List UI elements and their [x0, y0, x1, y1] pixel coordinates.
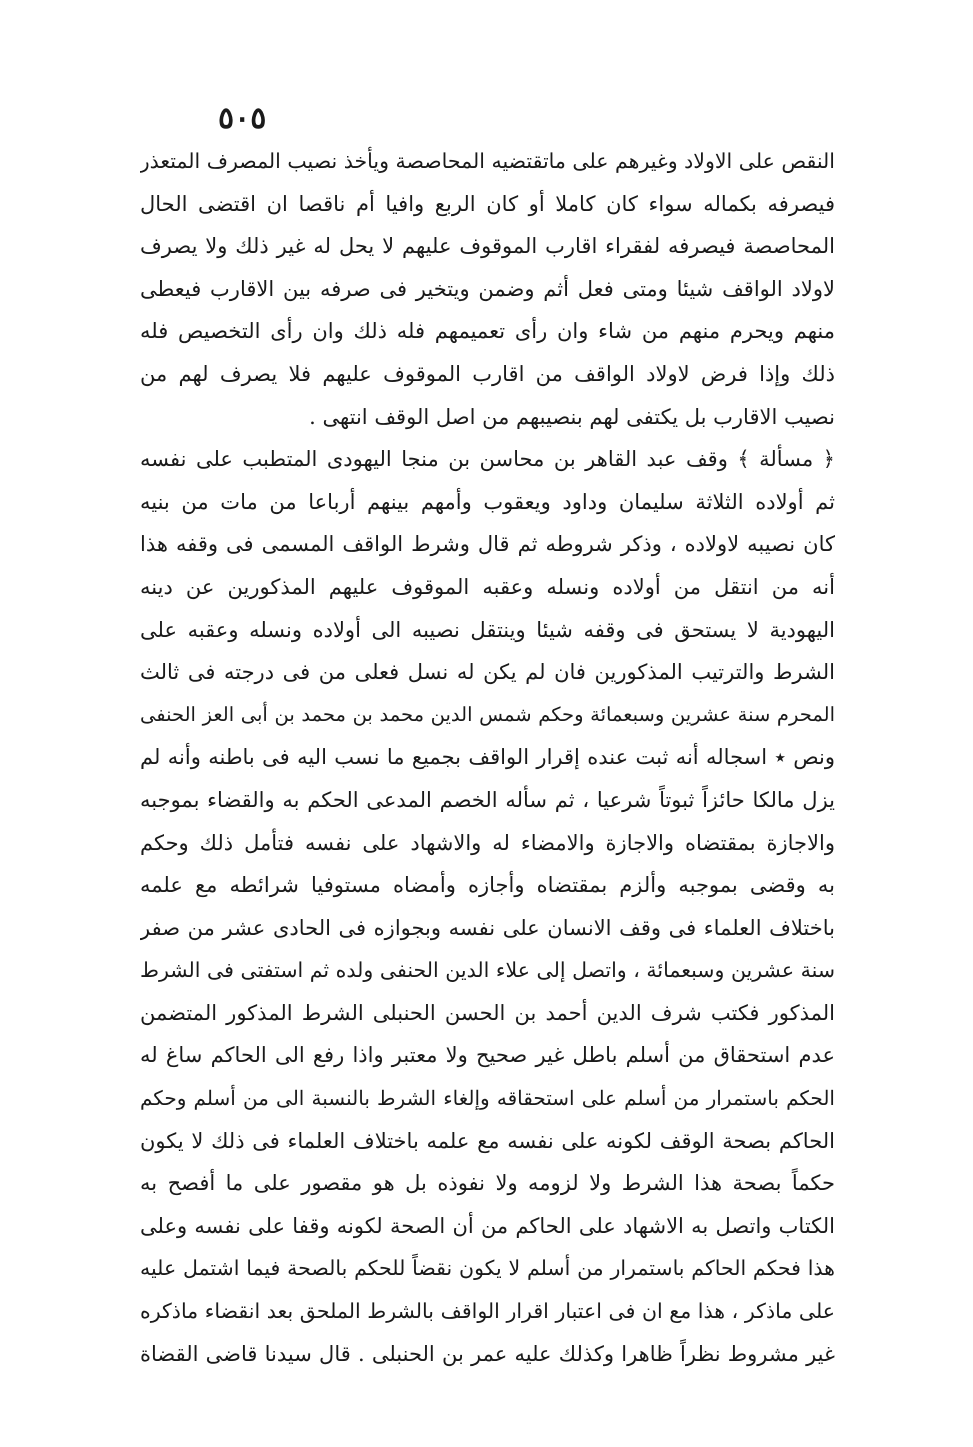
text-line: عدم استحقاق من أسلم باطل غير صحيح ولا معتبر واذا رفع الى الحاكم ساغ له — [140, 1043, 835, 1068]
text-line: يزل مالكا حائزاً ثبوتاً شرعيا ، ثم سأله الخصم المدعى الحكم به والقضاء بموجبه — [140, 787, 835, 812]
body-text — [140, 140, 835, 1375]
text-line: لاولاد الواقف شيئا ومتى فعل أثم وضمن ويتخير فى صرفه بين الاقارب فيعطى — [140, 276, 835, 301]
text-line: الشرط والترتيب المذكورين فان لم يكن له نسل فعلى من فى درجته فى ثالث — [140, 660, 835, 685]
text-line: سنة عشرين وسبعمائة ، واتصل إلى علاء الدين الحنفى ولده ثم استفتى فى الشرط — [140, 958, 835, 983]
text-line: باختلاف العلماء فى وقف الانسان على نفسه وبجوازه فى الحادى عشر من صفر — [140, 915, 835, 940]
text-line: والاجازة بمقتضاه والاجازة والامضاء له والاشهاد على نفسه فتأمل ذلك وحكم — [140, 830, 835, 855]
text-line: ذلك وإذا فرض لاولاد الواقف من اقارب الموقوف عليهم فلا يصرف لهم من — [140, 361, 835, 386]
text-line: النقص على الاولاد وغيرهم على ماتقتضيه المحاصصة ويأخذ نصيب المصرف المتعذر — [140, 149, 835, 173]
text-line: منهم ويحرم منهم من شاء وان رأى تعميمهم فله ذلك وان رأى التخصيص فله — [140, 319, 835, 344]
page-number: ٥٠٥ — [218, 101, 267, 136]
text-line: ﴿ مسألة ﴾ وقف عبد القاهر بن محاسن بن منجا اليهودى المتطبب على نفسه — [140, 447, 835, 472]
text-line: حكماً بصحة هذا الشرط ولا لزومه ولا نفوذه بل هو مقصور على ما أفصح به — [140, 1171, 835, 1196]
text-line: الكتاب واتصل به الاشهاد على الحاكم من أن الصحة لكونه وقفا على نفسه وعلى — [140, 1213, 835, 1238]
text-line: ثم أولاده الثلاثة سليمان وداود ويعقوب وأمهم بينهم أرباعا من مات من بنيه — [140, 489, 835, 514]
text-line: المحاصصة فيصرفه لفقراء اقارب الموقوف عليهم لا يحل له غير ذلك ولا يصرف — [140, 234, 835, 259]
text-line: كان نصيبه لاولاده ، وذكر شروطه ثم قال وشرط الواقف المسمى فى وقفه هذا — [140, 532, 835, 557]
text-line: اليهودية لا يستحق فى وقفه شيئا وينتقل نصيبه الى أولاده ونسله وعقبه على — [140, 617, 835, 642]
text-line: هذا فحكم الحاكم باستمرار من أسلم لا يكون نقضاً للحكم بالصحة فيما اشتمل عليه — [140, 1256, 835, 1281]
text-line: أنه من انتقل من أولاده ونسله وعقبه الموقوف عليهم المذكورين عن دينه — [140, 574, 835, 599]
text-line: المحرم سنة عشرين وسبعمائة وحكم شمس الدين محمد بن محمد بن أبى العز الحنفى — [140, 702, 835, 726]
text-line: به وقضى بموجبه وألزم بمقتضاه وأجازه وأمضاه مستوفيا شرائطه مع علمه — [140, 873, 835, 898]
text-line: نصيب الاقارب بل يكتفى لهم بنصيبهم من اصل الوقف انتهى . — [309, 404, 835, 429]
text-line: غير مشروط نظراً ظاهرا وكذلك عليه عمر بن الحنبلى . قال سيدنا قاضى القضاة — [140, 1341, 835, 1366]
text-line: فيصرفه بكماله سواء كان كاملا أو كان الربع وافيا أم ناقصا ان اقتضى الحال — [140, 191, 835, 216]
text-line: ونص ٭ اسجاله أنه ثبت عنده إقرار الواقف بجميع ما نسب اليه فى باطنه وأنه لم — [140, 745, 835, 770]
text-line: على ماذكر ، هذا مع ان فى اعتبار اقرار الواقف بالشرط الملحق بعد انقضاء ماذكره — [140, 1299, 835, 1324]
text-line: الحكم باستمرار من أسلم على استحقاقه وإلغاء الشرط بالنسبة الى من أسلم وحكم — [140, 1086, 835, 1111]
text-line: الحاكم بصحة الوقف لكونه على نفسه مع علمه باختلاف العلماء فى ذلك لا يكون — [140, 1128, 835, 1153]
text-line: المذكور فكتب شرف الدين أحمد بن الحسن الحنبلى الشرط المذكور المتضمن — [140, 1000, 835, 1025]
